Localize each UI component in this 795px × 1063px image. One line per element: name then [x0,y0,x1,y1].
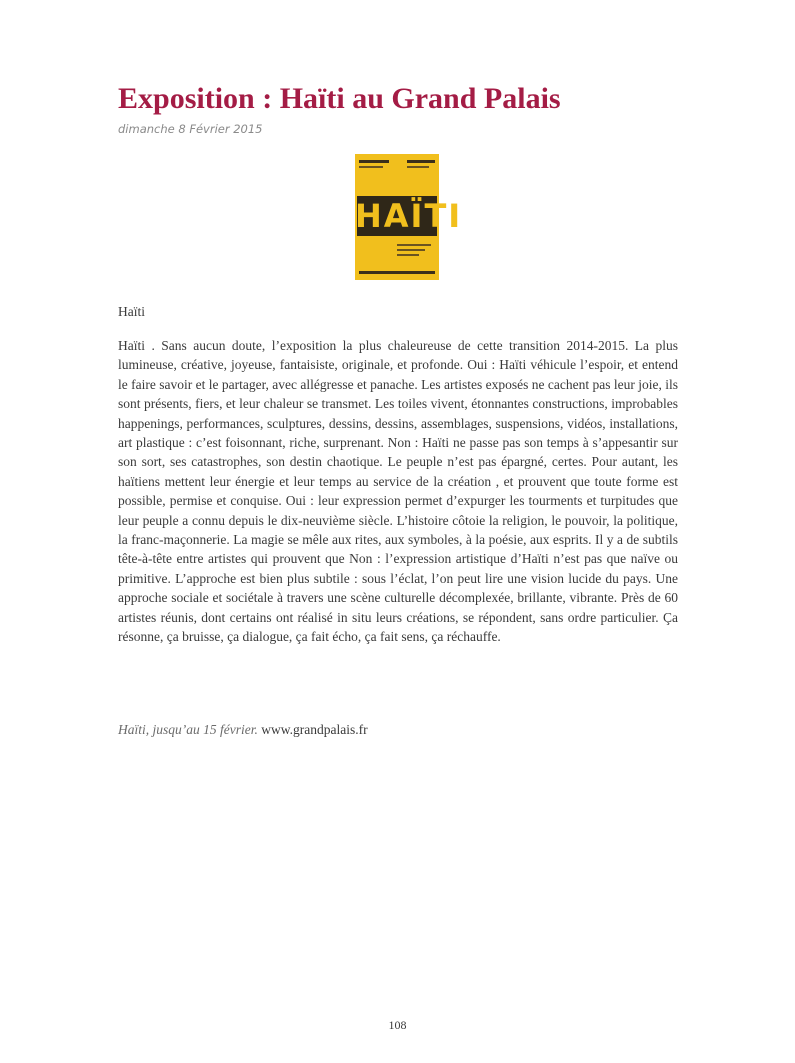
article-footer [118,721,368,739]
page-number: 108 [388,1018,407,1032]
article-date: dimanche 8 Février 2015 [118,122,263,136]
poster-header-subtext-left [359,166,383,168]
article-body: Haïti . Sans aucun doute, l’exposition la plus chaleureuse de cette transition 2014-2015. La plus lumineuse, créative, joyeuse, fantaisiste, originale, et profonde. Oui : Haïti véhicule l’espoir, et entend le faire savoir et le partager, avec allégresse et panache. Les artistes exposés ne cachent pas leur joie, ils sont présents, fiers, et leur chaleur se transmet. Les toiles vivent, étonnantes constructions, improbables happenings, performances, sculptures, dessins, dessins, assemblages, suspensions, vidéos, installations, art plastique : c’est foisonnant, riche, surprenant. Non : Haïti ne passe pas son temps à s’appesantir sur son sort, ses catastrophes, son destin chaotique. Le peuple n’est pas épargné, certes. Pour autant, les haïtiens mettent leur énergie et leur temps au service de la création , et prouvent que toute forme est possible, permise et conquise. Oui : leur expression permet d’expurger les tourments et turpitudes que leur peuple a connu depuis le dix-neuvième siècle. L’histoire côtoie la religion, le pouvoir, la politique, la franc-maçonnerie. La magie se mêle aux rites, aux symboles, à la poésie, aux esprits. Il y a de subtils tête-à-tête entre artistes qui prouvent que Non : l’expression artistique d’Haïti n’est pas que naïve ou primitive. L’approche est bien plus subtile : sous l’éclat, l’on peut lire une vision lucide du pays. Une approche sociale et sociétale à travers une scène culturelle décomplexée, brillante, vibrante. Près de 60 artistes réunis, dont certains ont réalisé in situ leurs créations, se répondent, sans ordre particulier. Ça résonne, ça bruisse, ça dialogue, ça fait écho, ça fait sens, ça réchauffe. [118,338,678,645]
section-label: Haïti [118,304,145,319]
article-title: Exposition : Haïti au Grand Palais [118,82,561,115]
poster-footer-logos [359,271,435,274]
poster-caption-line-1 [397,244,431,246]
exhibition-dates: Haïti, jusqu’au 15 février. [118,722,258,737]
poster-caption-line-3 [397,254,419,256]
poster-header-text-right [407,160,435,163]
poster-header-subtext-right [407,166,429,168]
poster-caption-line-2 [397,249,425,251]
website-link[interactable]: www.grandpalais.fr [261,722,368,737]
exhibition-poster-image [355,154,463,280]
poster-header-text-left [359,160,389,163]
poster-title-word: HAÏTI [355,197,463,235]
